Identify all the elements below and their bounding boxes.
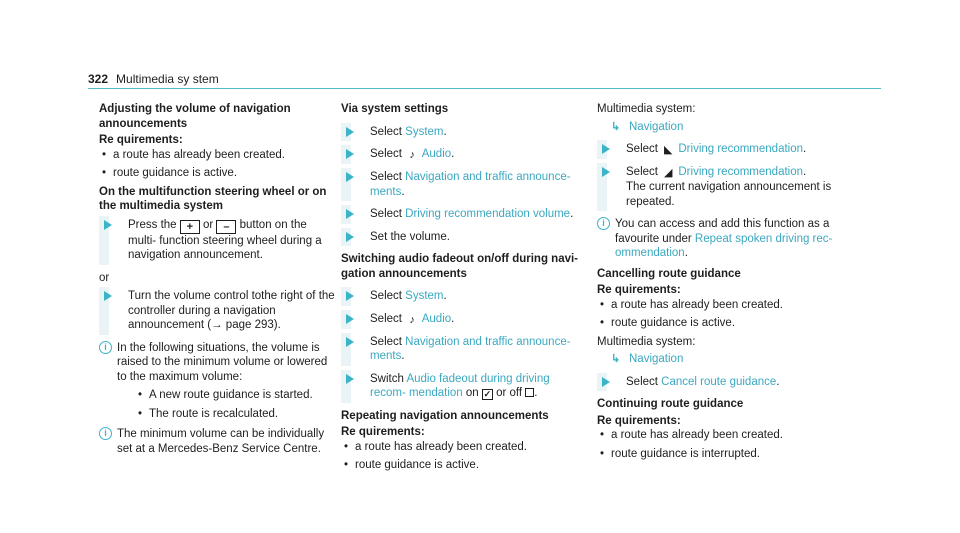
- triangle-right-icon: [602, 167, 610, 177]
- page-number: 322: [88, 72, 109, 86]
- checkbox-checked-icon: ✓: [483, 389, 492, 399]
- section-heading: Continuing route guidance: [597, 398, 744, 410]
- multimedia-system-label: Multimedia system:: [597, 103, 696, 115]
- instruction-step: Select Navigation and traffic announce- ments.: [341, 335, 581, 364]
- list-item: • route guidance is active.: [341, 458, 581, 473]
- return-arrow-icon: ↳: [611, 353, 621, 365]
- section-heading: Via system settings: [341, 103, 449, 115]
- link-repeat-spoken[interactable]: Repeat spoken driving rec- ommendation: [615, 232, 833, 259]
- triangle-right-icon: [602, 377, 610, 387]
- instruction-step: Select ◢ Driving recommendation. The current navigation announcement is repeated.: [597, 165, 867, 209]
- multimedia-system-label: Multimedia system:: [597, 335, 696, 348]
- link-audio-fadeout[interactable]: Audio fadeout during driving recom- mendation: [370, 372, 550, 399]
- link-navigation[interactable]: Navigation: [629, 120, 684, 133]
- audio-icon: ♪: [409, 313, 415, 326]
- note: i You can access and add this function as a favourite under Repeat spoken driving rec- ommendation.: [597, 217, 867, 261]
- audio-icon: ♪: [409, 149, 415, 161]
- instruction-step: Select ♪ Audio.: [341, 312, 581, 327]
- triangle-right-icon: [346, 209, 354, 219]
- requirements-label: Re quirements:: [99, 134, 183, 146]
- section-heading: Cancelling route guidance: [597, 267, 741, 280]
- link-driving-recommendation[interactable]: Driving recommendation: [678, 166, 804, 178]
- requirements-label: Re quirements:: [597, 284, 681, 296]
- instruction-step: Set the volume.: [341, 230, 581, 245]
- page-section-title: Multimedia sy stem: [116, 72, 219, 86]
- instruction-step: Select ♪ Audio.: [341, 147, 581, 162]
- triangle-right-icon: [346, 172, 354, 182]
- triangle-right-icon: [104, 220, 112, 230]
- or-text: or: [99, 271, 110, 284]
- info-circle-icon: i: [99, 427, 112, 440]
- nav-arrow-icon: ◣: [663, 144, 673, 156]
- note: i The minimum volume can be individually set at a Mercedes-Benz Service Centre.: [99, 427, 335, 456]
- instruction-step: Select ◣ Driving recommendation.: [597, 142, 867, 157]
- list-item: • a route has already been created.: [99, 148, 335, 163]
- info-circle-icon: i: [99, 341, 112, 354]
- minus-key-icon: –: [216, 220, 236, 234]
- instruction-step: Select Cancel route guidance.: [597, 375, 867, 390]
- list-item: • route guidance is active.: [597, 316, 867, 331]
- list-item: • route guidance is active.: [99, 166, 335, 181]
- list-item: • a route has already been created.: [597, 428, 867, 443]
- sub-heading: On the multifunction steering wheel or on the multimedia system: [99, 185, 327, 212]
- menu-path: [597, 352, 867, 367]
- nav-arrow-filled-icon: ◢: [663, 167, 673, 179]
- instruction-step: Press the + or – button on the multi- function steering wheel during a navigation announcement.: [99, 218, 335, 263]
- triangle-right-icon: [346, 337, 354, 347]
- column-1: [99, 102, 335, 462]
- plus-key-icon: +: [180, 220, 200, 234]
- triangle-right-icon: [346, 291, 354, 301]
- link-cancel-route-guidance[interactable]: Cancel route guidance: [661, 375, 777, 388]
- header-rule: [88, 88, 881, 89]
- triangle-right-icon: [346, 314, 354, 324]
- list-item: • a route has already been created.: [341, 440, 581, 455]
- requirements-label: Re quirements:: [341, 426, 425, 438]
- column-3: [597, 102, 867, 465]
- link-system[interactable]: System: [405, 290, 444, 302]
- list-item: • route guidance is interrupted.: [597, 447, 867, 462]
- link-system[interactable]: System: [405, 125, 444, 138]
- triangle-right-icon: [602, 144, 610, 154]
- link-navigation[interactable]: Navigation: [629, 353, 684, 365]
- link-audio[interactable]: Audio: [421, 148, 452, 160]
- link-driving-recommendation[interactable]: Driving recommendation: [678, 143, 804, 155]
- instruction-step: Select Navigation and traffic announce- ments.: [341, 170, 581, 199]
- triangle-right-icon: [346, 232, 354, 242]
- link-audio[interactable]: Audio: [421, 312, 452, 325]
- section-heading: Adjusting the volume of navigation announcements: [99, 103, 291, 130]
- section-heading: Switching audio fadeout on/off during navi- gation announcements: [341, 253, 579, 280]
- instruction-step: Select System.: [341, 289, 581, 304]
- link-driving-recommendation-volume[interactable]: Driving recommendation volume: [405, 208, 571, 220]
- requirements-label: Re quirements:: [597, 414, 681, 427]
- link-navigation-announcements[interactable]: Navigation and traffic announce- ments: [370, 171, 571, 198]
- instruction-step: Select System.: [341, 125, 581, 140]
- note: i In the following situations, the volume is raised to the minimum volume or lowered to the maximum volume: • A new route guidance is started. • The route is recalculated.: [99, 341, 335, 422]
- page-header: [88, 72, 219, 87]
- instruction-step: Turn the volume control tothe right of the controller during a navigation announcement (→ page 293).: [99, 289, 335, 333]
- list-item: • The route is recalculated.: [135, 407, 335, 422]
- triangle-right-icon: [346, 374, 354, 384]
- triangle-right-icon: [346, 127, 354, 137]
- info-circle-icon: i: [597, 217, 610, 230]
- link-navigation-announcements[interactable]: Navigation and traffic announce- ments: [370, 335, 571, 362]
- instruction-step: Select Driving recommendation volume.: [341, 207, 581, 222]
- triangle-right-icon: [346, 149, 354, 159]
- return-arrow-icon: ↳: [611, 120, 621, 133]
- list-item: • a route has already been created.: [597, 298, 867, 313]
- triangle-right-icon: [104, 291, 112, 301]
- section-heading: Repeating navigation announcements: [341, 409, 549, 422]
- instruction-step: Switch Audio fadeout during driving recom- mendation on ✓ or off .: [341, 372, 581, 401]
- column-2: [341, 102, 581, 477]
- list-item: • A new route guidance is started.: [135, 388, 335, 403]
- checkbox-empty-icon: [525, 388, 534, 397]
- menu-path: [597, 120, 867, 135]
